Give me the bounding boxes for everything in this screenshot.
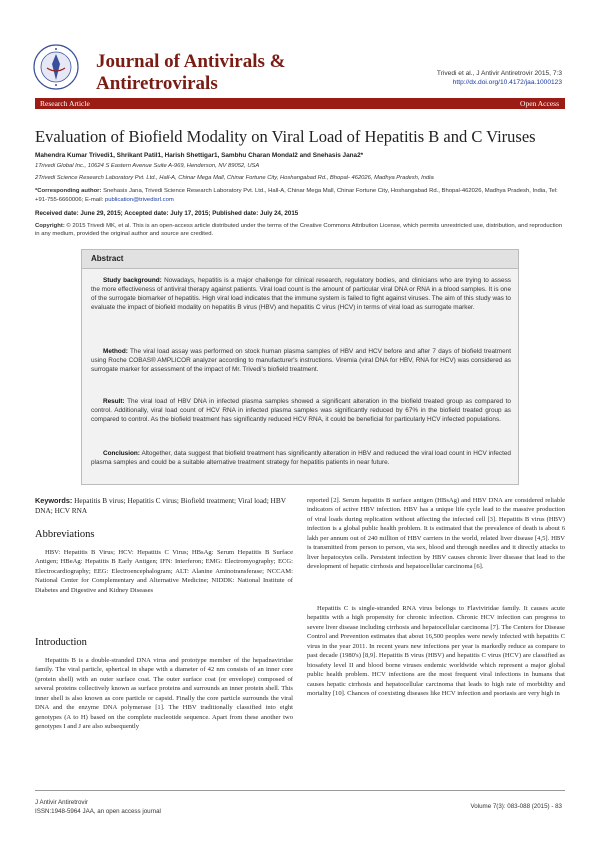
footer-journal-info (35, 798, 161, 816)
intro-paragraph-3: Hepatitis C is single-stranded RNA virus belongs to Flaviviridae family. It causes acute hepatitis with a high propensity for chronic infection. Chronic HCV infection can progress to severe liver disease including cirrhosis and hepatocellular carcinoma [7]. The Centers for Disease Control and Prevention estimates that about 16,500 peoples were newly infected with hepatitis C virus in the year 2011. In recent years new infections per year is markedly reduce as compare to past decade (1980's) [8,9]. Hepatitis B virus (HBV) and hepatitis C virus (HCV) are classified as biosafety level II and blood borne viruses endemic worldwide which represent a major global public health problem. HCV infections are the most frequent viral infections in humans that causes hepatic cirrhosis and hepatocellular carcinoma that leads to high rate of morbidity and mortality [10]. Chances of coexisting diseases like HCV infection and psoriasis are very high in (307, 605, 565, 698)
result-label: Result: (103, 398, 125, 405)
copyright-text: © 2015 Trivedi MK, et al. This is an open-access article distributed under the terms of the Creative Commons Attribution License, which permits unrestricted use, distribution, and reproduction in any medium, provided the original author and source are credited. (35, 223, 563, 238)
introduction-heading: Introduction (35, 637, 87, 648)
footer-volume: Volume 7(3): 083-088 (2015) - 83 (470, 803, 562, 810)
footer-divider (35, 790, 565, 791)
intro-paragraph-2: reported [2]. Serum hepatitis B surface antigen (HBsAg) and HBV DNA are considered reliable indicators of active HBV infection. HBV has a unique life cycle lead to the massive production of viral loads during replication without affecting the infected cell [3]. Hepatitis B virus (HBV) infection is a global public health problem. It is estimated that the prevalence of death is about 6 lakh per annum out of 240 million of HBV carriers in the world, related liver disease [4,5]. HBV is transmitted from person to person, via sex, blood and through needles and it directly attacks to liver hepatocytes cells. Persistent infection by HBV causes chronic liver disease that lead to the development of hepatic cirrhosis and hepatocellular carcinoma [6]. (307, 497, 565, 571)
open-access-label: Open Access (520, 99, 559, 108)
method-label: Method: (103, 348, 128, 355)
affiliation-1: 1Trivedi Global Inc., 10624 S Eastern Avenue Suite A-969, Henderson, NV 89052, USA (35, 163, 260, 169)
journal-logo (33, 44, 79, 90)
footer-issn: ISSN:1948-5964 JAA, an open access journal (35, 808, 161, 815)
header-meta (437, 70, 562, 87)
background-label: Study background: (103, 277, 162, 284)
affiliation-2: 2Trivedi Science Research Laboratory Pvt. Ltd., Hall-A, Chinar Mega Mall, Chinar Fortune City, Hoshangabad Rd., Bhopal- 462026, Madhya Pradesh, India (35, 175, 434, 181)
abstract-header (82, 250, 518, 269)
article-type: Research Article (40, 99, 90, 108)
result-text: The viral load of HBV DNA in infected plasma samples showed a significant alteration in the biofield treated group as compared to control. Additionally, viral load count of HCV RNA in infected plasma samples was significantly reduced by 67% in the biofield treated group as compared to control. As the biofield treatment has significantly reduced HCV RNA, it could be beneficial for particularly HCV infected populations. (91, 398, 511, 423)
journal-name-line2: Antiretrovirals (96, 73, 218, 94)
abbreviations-heading: Abbreviations (35, 529, 95, 540)
footer-journal: J Antivir Antiretrovir (35, 799, 88, 806)
conclusion-label: Conclusion: (103, 450, 140, 457)
doi-link[interactable]: http://dx.doi.org/10.4172/jaa.1000123 (452, 78, 562, 86)
abstract-conclusion (91, 450, 511, 468)
conclusion-text: Altogether, data suggest that biofield treatment has significantly alteration in HBV and reduced the viral load count in HCV infected plasma samples and could be a suitable alternative treatment strategy for hepatitis patients in near future. (91, 450, 511, 466)
journal-name-line1: Journal of Antivirals & (96, 51, 286, 72)
keywords (35, 496, 293, 517)
article-dates: Received date: June 29, 2015; Accepted date: July 17, 2015; Published date: July 24, 2015 (35, 210, 299, 217)
abbreviations-text: HBV: Hepatitis B Virus; HCV: Hepatitis C Virus; HBsAg: Serum Hepatitis B Surface Antigen; HBeAg: Hepatitis B Early Antigen; IFN: Interferon; EMG: Electromyography; ECG: Electrocardiography; EEG: Electroencephalogram; ALT: Alanine Aminotransferase; NCCAM: National Center for Complementary and Alternative Medicine; NIDDK: National Institute of Diabetes and Digestive and Kidney Diseases (35, 549, 293, 594)
article-title: Evaluation of Biofield Modality on Viral Load of Hepatitis B and C Viruses (35, 127, 536, 146)
abstract-result (91, 398, 511, 425)
corresponding-author (35, 187, 565, 204)
corresponding-email[interactable]: publication@trivedisrl.com (104, 196, 174, 203)
background-text: Nowadays, hepatitis is a major challenge for clinical research, regulatory bodies, and clinicians who are trying to assess the more effectiveness of antiviral therapy against patients. Viral load count is the amount of particular viral DNA or RNA in a blood samples. It is one of the surrogate biomarker of hepatitis. High viral load indicates that the immune system is failed to fight against viruses. The aim of this study was to evaluate the impact of biofield modality on hepatitis B virus (HBV) and hepatitis C virus (HCV) in terms of viral load as surrogate marker. (91, 277, 511, 311)
keywords-text: Hepatitis B virus; Hepatitis C virus; Biofield treatment; Viral load; HBV DNA; HCV RNA (35, 496, 286, 516)
citation: Trivedi et al., J Antivir Antiretrovir 2015, 7:3 (436, 70, 562, 77)
keywords-label: Keywords: (35, 496, 73, 505)
authors: Mahendra Kumar Trivedi1, Shrikant Patil1, Harish Shettigar1, Sambhu Charan Mondal2 and Snehasis Jana2* (35, 152, 364, 159)
method-text: The viral load assay was performed on stock human plasma samples of HBV and HCV before and after 7 days of biofield treatment using Roche COBAS® AMPLICOR analyzer according to manufacturer's instructions. Viremia (viral DNA for HBV, RNA for HCV) was considered as surrogate marker for assessment of the impact of Mr. Trivedi's biofield treatment. (91, 348, 511, 373)
corresponding-label: *Corresponding author: (35, 188, 102, 194)
copyright (35, 222, 565, 238)
journal-name (96, 51, 285, 95)
abstract-method (91, 348, 511, 375)
abstract-background (91, 277, 511, 313)
corresponding-text: Snehasis Jana, Trivedi Science Research Laboratory Pvt. Ltd., Hall-A, Chinar Mega Mall, Chinar Fortune City, Hoshangabad Rd., Bhopal-462026, Madhya Pradesh, India, Tel: +91-755-6660006; E-mail: (35, 188, 558, 203)
intro-paragraph-1: Hepatitis B is a double-stranded DNA virus and prototype member of the hepadnaviridae family. The viral particle, spherical in shape with a diameter of 42 nm consists of an inner core (protein shell) with an outer surface coat. The outer surface coat (or envelope) composed of several proteins collectively known as surface proteins and surrounds an inner protein shell. This inner shell is also known as core particle or capsid. Finally the core particle surrounds the viral DNA and the enzyme DNA polymerase [1]. The HBV traditionally classified into eight genotypes (A to H) based on the complete nucleotide sequence. Apart from these another two genotypes I and J are also subsequently (35, 657, 293, 731)
abstract-box (81, 249, 519, 485)
copyright-label: Copyright: (35, 223, 65, 229)
abstract-heading: Abstract (91, 254, 124, 263)
article-type-band (35, 98, 565, 109)
